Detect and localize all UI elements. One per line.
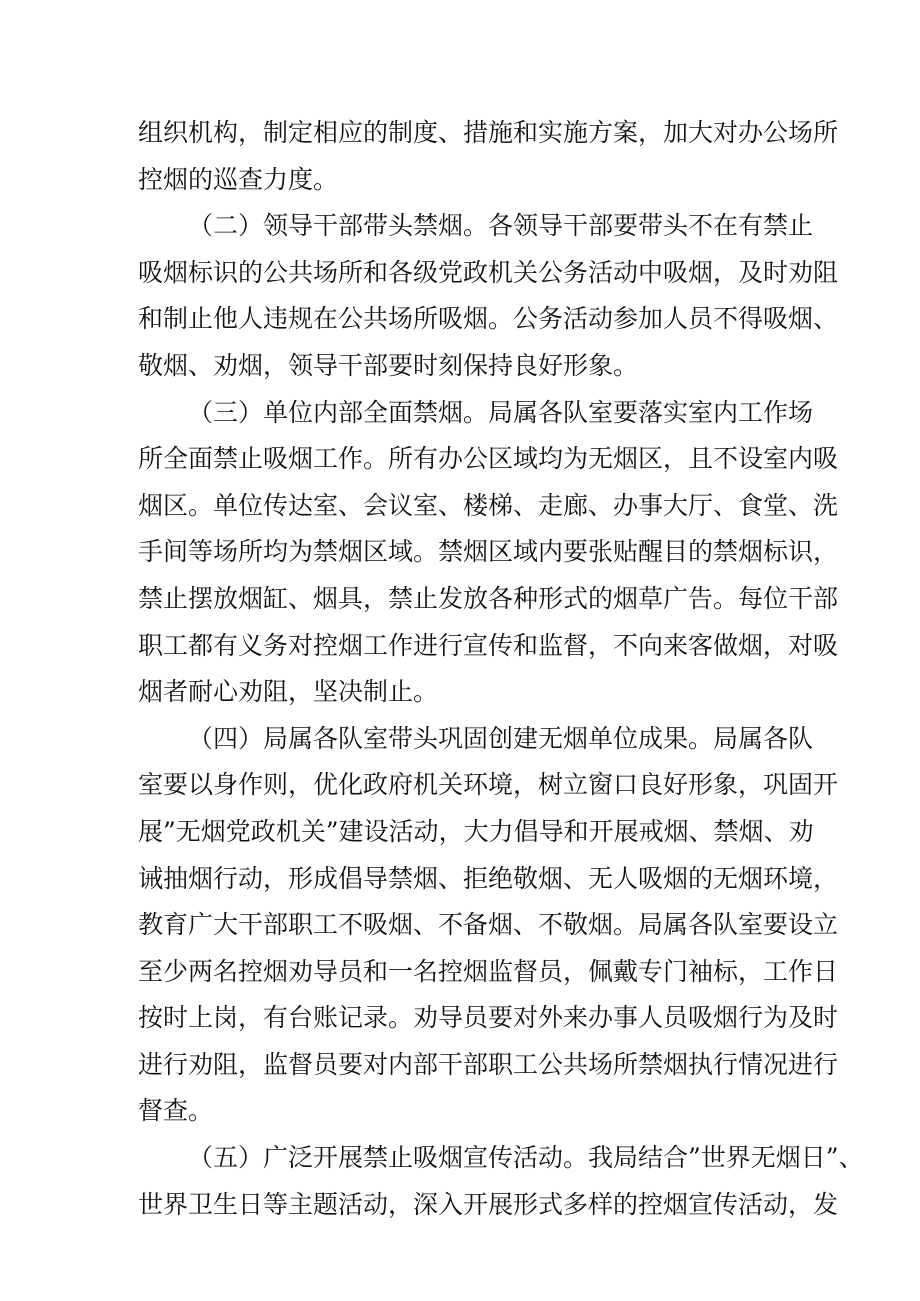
- paragraph-line: 和制止他人违规在公共场所吸烟。公务活动参加人员不得吸烟、: [138, 304, 839, 334]
- paragraph-line: （二）领导干部带头禁烟。各领导干部要带头不在有禁止: [188, 211, 814, 241]
- paragraph-line: 控烟的巡查力度。: [138, 164, 339, 194]
- paragraph-line: 组织机构，制定相应的制度、措施和实施方案，加大对办公场所: [138, 118, 839, 147]
- paragraph-line: 烟区。单位传达室、会议室、楼梯、走廊、办事大厅、食堂、洗: [138, 490, 839, 520]
- paragraph-line: （三）单位内部全面禁烟。局属各队室要落实室内工作场: [188, 397, 814, 427]
- paragraph-line: 吸烟标识的公共场所和各级党政机关公务活动中吸烟，及时劝阻: [138, 257, 839, 287]
- paragraph-line: 职工都有义务对控烟工作进行宣传和监督，不向来客做烟，对吸: [138, 630, 839, 660]
- paragraph-line: 禁止摆放烟缸、烟具，禁止发放各种形式的烟草广告。每位干部: [138, 583, 839, 613]
- paragraph-line: 督查。: [138, 1096, 214, 1126]
- paragraph-line: 展”无烟党政机关”建设活动，大力倡导和开展戒烟、禁烟、劝: [138, 816, 814, 846]
- paragraph-line: 敬烟、劝烟，领导干部要时刻保持良好形象。: [138, 350, 639, 380]
- paragraph-line: 至少两名控烟劝导员和一名控烟监督员，佩戴专门袖标，工作日: [138, 956, 839, 986]
- paragraph-line: 进行劝阻，监督员要对内部干部职工公共场所禁烟执行情况进行: [138, 1049, 839, 1079]
- paragraph-line: 室要以身作则，优化政府机关环境，树立窗口良好形象，巩固开: [138, 770, 839, 800]
- paragraph-line: （四）局属各队室带头巩固创建无烟单位成果。局属各队: [188, 723, 814, 753]
- paragraph-line: 教育广大干部职工不吸烟、不备烟、不敬烟。局属各队室要设立: [138, 910, 839, 940]
- paragraph-line: 所全面禁止吸烟工作。所有办公区域均为无烟区，且不设室内吸: [138, 444, 839, 474]
- paragraph-line: （五）广泛开展禁止吸烟宣传活动。我局结合”世界无烟日”、: [188, 1143, 864, 1173]
- paragraph-line: 诫抽烟行动，形成倡导禁烟、拒绝敬烟、无人吸烟的无烟环境，: [138, 863, 839, 893]
- paragraph-line: 世界卫生日等主题活动，深入开展形式多样的控烟宣传活动，发: [138, 1189, 839, 1219]
- paragraph-line: 按时上岗，有台账记录。劝导员要对外来办事人员吸烟行为及时: [138, 1003, 839, 1033]
- paragraph-line: 手间等场所均为禁烟区域。禁烟区域内要张贴醒目的禁烟标识，: [138, 537, 839, 567]
- paragraph-line: 烟者耐心劝阻，坚决制止。: [138, 677, 439, 707]
- document-body: [138, 110, 864, 1228]
